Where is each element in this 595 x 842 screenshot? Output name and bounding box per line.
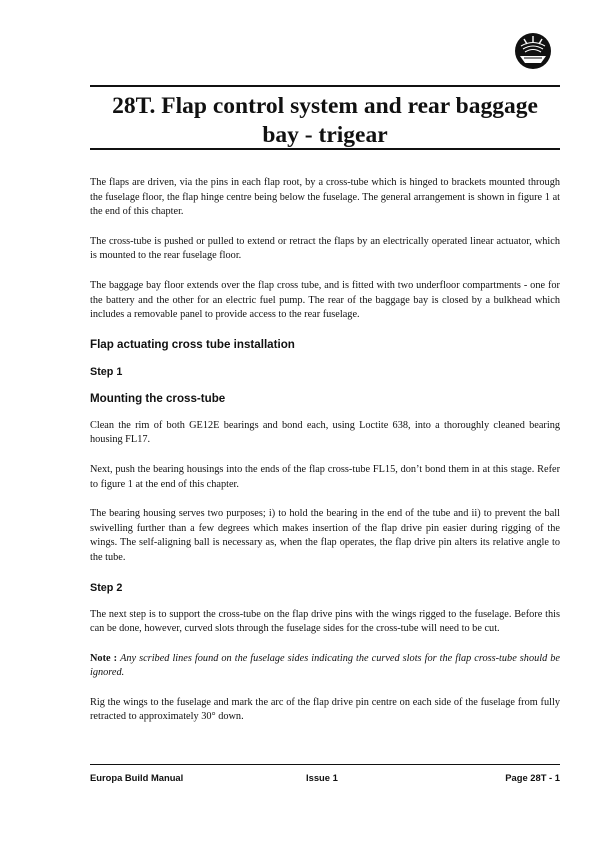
footer-page-number: Page 28T - 1 [505, 772, 560, 783]
step-heading: Step 2 [90, 581, 123, 594]
paragraph: The next step is to support the cross-tube on the flap drive pins with the wings rigged to the fuselage. Before this can be done, however, curved slots through the fuselage sides for the cross-tube will need to be cut. [90, 608, 560, 635]
note-paragraph [90, 652, 560, 681]
page-title-line-2: bay - trigear [262, 122, 388, 148]
section-heading: Flap actuating cross tube installation [90, 337, 295, 351]
paragraph: Clean the rim of both GE12E bearings and bond each, using Loctite 638, into a thoroughly cleaned bearing housing FL17. [90, 419, 560, 446]
page-title-line-1: 28T. Flap control system and rear baggage [112, 93, 538, 119]
footer-manual-title: Europa Build Manual [90, 772, 184, 783]
document-body [90, 176, 560, 740]
page-title [90, 92, 560, 150]
paragraph: The flaps are driven, via the pins in each flap root, by a cross-tube which is hinged to brackets mounted through the fuselage floor, the flap hinge centre being below the fuselage. The general arrangement is shown in figure 1 at the end of this chapter. [90, 177, 560, 218]
step-heading: Step 1 [90, 365, 123, 378]
paragraph: The cross-tube is pushed or pulled to extend or retract the flaps by an electrically operated linear actuator, which is mounted to the rear fuselage floor. [90, 235, 560, 262]
paragraph: Next, push the bearing housings into the ends of the flap cross-tube FL15, don’t bond them in at this stage. Refer to figure 1 at the end of this chapter. [90, 463, 560, 490]
footer-issue: Issue 1 [306, 772, 338, 783]
subsection-heading: Mounting the cross-tube [90, 391, 226, 405]
paragraph: Rig the wings to the fuselage and mark the arc of the flap drive pin centre on each side of the fuselage from fully retracted to approximately 30° down. [90, 696, 560, 723]
sunburst-emblem-icon [514, 32, 552, 70]
title-top-rule [90, 85, 560, 87]
title-bottom-rule [90, 148, 560, 150]
note-label: Note : [90, 652, 118, 664]
note-text: Any scribed lines found on the fuselage sides indicating the curved slots for the flap cross-tube should be ignored. [90, 652, 560, 679]
paragraph: The bearing housing serves two purposes; i) to hold the bearing in the end of the tube and ii) to prevent the ball swivelling further than a few degrees which makes insertion of the flap drive pin easier during rigging of the wings. The self-aligning ball is necessary as, when the flap operates, the flap drive pin alters its relative angle to the tube. [90, 508, 560, 563]
footer-rule [90, 764, 560, 765]
paragraph: The baggage bay floor extends over the flap cross tube, and is fitted with two underfloor compartments - one for the battery and the other for an electric fuel pump. The rear of the baggage bay is closed by a bulkhead which includes a removable panel to provide access to the rear fuselage. [90, 279, 560, 321]
